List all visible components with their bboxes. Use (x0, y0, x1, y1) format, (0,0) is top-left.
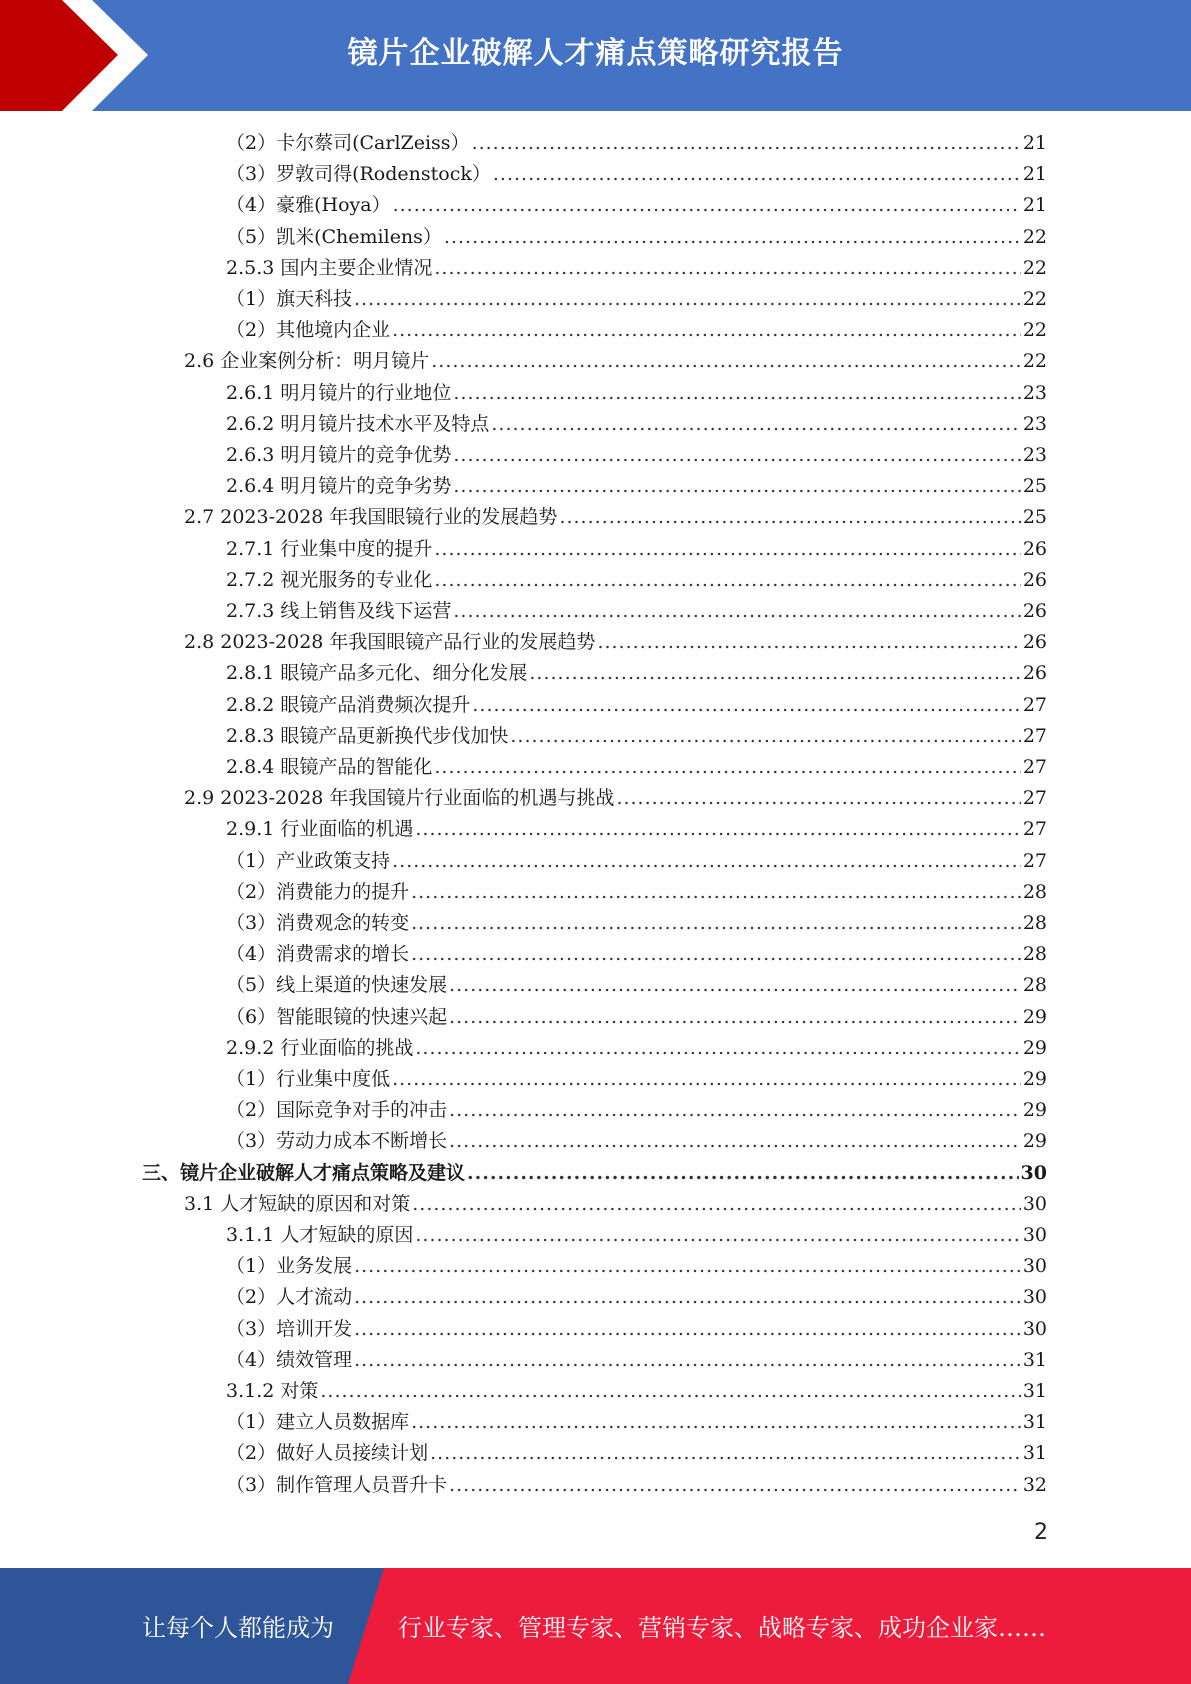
toc-entry[interactable] (226, 565, 1047, 596)
toc-entry[interactable] (226, 1033, 1047, 1064)
toc-entry-page: 26 (1022, 600, 1047, 622)
toc-leader-dots (467, 1158, 1019, 1189)
toc-entry-label: （3）罗敦司得(Rodenstock） (226, 163, 491, 185)
toc-entry[interactable] (226, 190, 1047, 221)
toc-leader-dots (392, 1064, 1021, 1095)
toc-entry-page: 21 (1022, 163, 1047, 185)
toc-entry-label: （2）消费能力的提升 (226, 881, 410, 903)
toc-entry-page: 31 (1022, 1380, 1047, 1402)
toc-entry[interactable] (226, 222, 1047, 253)
toc-entry-label: （5）线上渠道的快速发展 (226, 974, 448, 996)
toc-entry-page: 29 (1022, 1006, 1047, 1028)
toc-leader-dots (616, 783, 1020, 814)
toc-leader-dots (434, 253, 1020, 284)
toc-entry-label: 2.9 2023-2028 年我国镜片行业面临的机遇与挑战 (184, 787, 615, 809)
toc-entry[interactable] (226, 253, 1047, 284)
toc-entry[interactable] (226, 1251, 1047, 1282)
toc-entry[interactable] (184, 627, 1047, 658)
toc-entry-page: 28 (1022, 974, 1047, 996)
toc-leader-dots (430, 1438, 1021, 1469)
toc-entry-page: 21 (1022, 194, 1047, 216)
toc-entry-page: 30 (1022, 1255, 1047, 1277)
toc-entry-label: 2.9.1 行业面临的机遇 (226, 818, 414, 840)
toc-entry-label: 2.7.1 行业集中度的提升 (226, 538, 433, 560)
toc-entry[interactable] (226, 471, 1047, 502)
toc-entry[interactable] (184, 783, 1047, 814)
toc-entry-label: 2.8 2023-2028 年我国眼镜产品行业的发展趋势 (184, 631, 596, 653)
toc-entry[interactable] (226, 1002, 1047, 1033)
toc-entry-label: 2.8.2 眼镜产品消费频次提升 (226, 694, 471, 716)
toc-leader-dots (453, 596, 1020, 627)
toc-entry[interactable] (226, 378, 1047, 409)
toc-leader-dots (354, 1345, 1021, 1376)
toc-leader-dots (597, 627, 1020, 658)
toc-entry-label: （2）国际竞争对手的冲击 (226, 1099, 448, 1121)
toc-entry[interactable] (226, 596, 1047, 627)
page-number: 2 (1034, 1520, 1048, 1545)
toc-entry-label: （4）豪雅(Hoya） (226, 194, 391, 216)
toc-entry-label: （5）凯米(Chemilens） (226, 226, 442, 248)
toc-entry[interactable] (226, 1064, 1047, 1095)
toc-entry[interactable] (142, 1158, 1047, 1189)
toc-leader-dots (510, 721, 1020, 752)
toc-entry-page: 21 (1022, 132, 1047, 154)
toc-entry-page: 32 (1022, 1474, 1047, 1496)
page-header (0, 0, 1191, 111)
toc-entry-page: 23 (1022, 382, 1047, 404)
toc-entry[interactable] (184, 502, 1047, 533)
toc-entry-label: 2.6 企业案例分析：明月镜片 (184, 350, 430, 372)
toc-entry-label: 2.9.2 行业面临的挑战 (226, 1037, 414, 1059)
toc-entry[interactable] (226, 1126, 1047, 1157)
toc-leader-dots (354, 1282, 1021, 1313)
toc-leader-dots (431, 346, 1021, 377)
toc-entry-label: 2.8.3 眼镜产品更新换代步伐加快 (226, 725, 509, 747)
toc-entry-page: 23 (1022, 444, 1047, 466)
toc-entry[interactable] (226, 690, 1047, 721)
toc-leader-dots (411, 877, 1021, 908)
toc-entry-label: 2.7.3 线上销售及线下运营 (226, 600, 452, 622)
toc-leader-dots (415, 814, 1020, 845)
toc-entry-page: 25 (1022, 475, 1047, 497)
toc-entry-page: 22 (1022, 226, 1047, 248)
toc-entry-page: 30 (1022, 1286, 1047, 1308)
toc-leader-dots (449, 1126, 1021, 1157)
toc-entry-label: 2.7 2023-2028 年我国眼镜行业的发展趋势 (184, 506, 558, 528)
toc-leader-dots (354, 1314, 1021, 1345)
toc-entry-label: （1）业务发展 (226, 1255, 353, 1277)
toc-entry-page: 22 (1022, 350, 1047, 372)
toc-leader-dots (392, 315, 1021, 346)
toc-entry-page: 28 (1022, 943, 1047, 965)
toc-entry-label: 2.6.2 明月镜片技术水平及特点 (226, 413, 490, 435)
toc-leader-dots (434, 752, 1020, 783)
toc-leader-dots (411, 908, 1021, 939)
toc-entry-label: （1）旗天科技 (226, 288, 353, 310)
toc-entry-page: 28 (1022, 912, 1047, 934)
toc-entry-label: （6）智能眼镜的快速兴起 (226, 1006, 448, 1028)
toc-leader-dots (529, 658, 1020, 689)
toc-entry-label: 2.8.4 眼镜产品的智能化 (226, 756, 433, 778)
toc-entry-page: 31 (1022, 1442, 1047, 1464)
toc-entry-label: 3.1.2 对策 (226, 1380, 319, 1402)
toc-entry-label: （2）人才流动 (226, 1286, 353, 1308)
toc-leader-dots (453, 378, 1020, 409)
toc-leader-dots (411, 939, 1021, 970)
toc-entry-label: （4）绩效管理 (226, 1349, 353, 1371)
toc-entry-label: （3）制作管理人员晋升卡 (226, 1474, 448, 1496)
toc-leader-dots (493, 159, 1021, 190)
toc-entry[interactable] (226, 970, 1047, 1001)
toc-entry-page: 30 (1020, 1162, 1047, 1184)
toc-entry[interactable] (226, 1345, 1047, 1376)
toc-entry-label: （3）劳动力成本不断增长 (226, 1130, 448, 1152)
toc-entry-page: 30 (1022, 1318, 1047, 1340)
toc-entry-label: （1）产业政策支持 (226, 850, 391, 872)
toc-leader-dots (320, 1376, 1020, 1407)
toc-entry-page: 30 (1022, 1193, 1047, 1215)
toc-entry-label: （3）消费观念的转变 (226, 912, 410, 934)
toc-entry-page: 27 (1022, 787, 1047, 809)
toc-entry-page: 29 (1022, 1099, 1047, 1121)
toc-entry-page: 25 (1022, 506, 1047, 528)
toc-entry[interactable] (226, 315, 1047, 346)
toc-entry-label: （1）行业集中度低 (226, 1068, 391, 1090)
toc-entry-label: （4）消费需求的增长 (226, 943, 410, 965)
toc-leader-dots (491, 409, 1020, 440)
toc-entry[interactable] (226, 1376, 1047, 1407)
toc-leader-dots (472, 690, 1020, 721)
toc-entry-page: 29 (1022, 1130, 1047, 1152)
toc-entry-page: 27 (1022, 694, 1047, 716)
footer-slogan: 让每个人都能成为 (142, 1614, 334, 1642)
toc-leader-dots (449, 970, 1021, 1001)
toc-leader-dots (415, 1033, 1020, 1064)
toc-entry-page: 31 (1022, 1349, 1047, 1371)
toc-leader-dots (453, 471, 1020, 502)
toc-entry-page: 22 (1022, 288, 1047, 310)
toc-leader-dots (434, 565, 1020, 596)
toc-entry-page: 30 (1022, 1224, 1047, 1246)
toc-leader-dots (444, 222, 1021, 253)
toc-entry[interactable] (226, 908, 1047, 939)
report-title: 镜片企业破解人才痛点策略研究报告 (347, 36, 844, 71)
toc-leader-dots (449, 1095, 1021, 1126)
toc-entry-label: （2）卡尔蔡司(CarlZeiss） (226, 132, 470, 154)
toc-entry[interactable] (226, 1220, 1047, 1251)
toc-entry-label: 2.6.3 明月镜片的竞争优势 (226, 444, 452, 466)
toc-entry[interactable] (226, 1095, 1047, 1126)
toc-entry[interactable] (226, 846, 1047, 877)
toc-entry-page: 26 (1022, 662, 1047, 684)
toc-entry-page: 29 (1022, 1037, 1047, 1059)
page-footer (0, 1568, 1191, 1684)
toc-entry[interactable] (226, 440, 1047, 471)
toc-entry[interactable] (226, 814, 1047, 845)
toc-entry[interactable] (226, 877, 1047, 908)
toc-entry-page: 23 (1022, 413, 1047, 435)
toc-leader-dots (415, 1220, 1020, 1251)
toc-entry-page: 22 (1022, 319, 1047, 341)
toc-leader-dots (354, 1251, 1021, 1282)
toc-entry-page: 29 (1022, 1068, 1047, 1090)
toc-entry-label: （1）建立人员数据库 (226, 1411, 410, 1433)
toc-entry[interactable] (184, 1189, 1047, 1220)
toc-entry[interactable] (226, 939, 1047, 970)
toc-entry[interactable] (226, 752, 1047, 783)
toc-entry[interactable] (226, 534, 1047, 565)
toc-entry-label: （2）其他境内企业 (226, 319, 391, 341)
toc-entry-label: 2.6.1 明月镜片的行业地位 (226, 382, 452, 404)
toc-entry-label: （2）做好人员接续计划 (226, 1442, 429, 1464)
toc-entry-label: 3.1 人才短缺的原因和对策 (184, 1193, 411, 1215)
toc-entry[interactable] (226, 409, 1047, 440)
toc-entry-page: 26 (1022, 569, 1047, 591)
toc-entry-page: 31 (1022, 1411, 1047, 1433)
toc-entry-page: 27 (1022, 850, 1047, 872)
toc-entry-page: 26 (1022, 538, 1047, 560)
toc-entry-label: 2.5.3 国内主要企业情况 (226, 257, 433, 279)
toc-entry[interactable] (226, 1438, 1047, 1469)
toc-entry[interactable] (226, 1470, 1047, 1501)
toc-entry-page: 27 (1022, 725, 1047, 747)
toc-entry-label: 2.8.1 眼镜产品多元化、细分化发展 (226, 662, 528, 684)
toc-leader-dots (453, 440, 1020, 471)
toc-entry-page: 26 (1022, 631, 1047, 653)
toc-entry[interactable] (226, 1282, 1047, 1313)
toc-leader-dots (392, 846, 1021, 877)
toc-entry[interactable] (226, 721, 1047, 752)
toc-entry[interactable] (184, 346, 1047, 377)
toc-leader-dots (411, 1407, 1021, 1438)
toc-leader-dots (449, 1470, 1021, 1501)
toc-entry-page: 22 (1022, 257, 1047, 279)
toc-entry[interactable] (226, 1407, 1047, 1438)
toc-entry-page: 27 (1022, 756, 1047, 778)
toc-entry-page: 28 (1022, 881, 1047, 903)
toc-entry-label: 2.7.2 视光服务的专业化 (226, 569, 433, 591)
toc-entry-label: 三、镜片企业破解人才痛点策略及建议 (142, 1162, 466, 1184)
toc-entry[interactable] (226, 658, 1047, 689)
toc-leader-dots (412, 1189, 1021, 1220)
toc-leader-dots (472, 128, 1021, 159)
toc-entry-page: 27 (1022, 818, 1047, 840)
toc-leader-dots (559, 502, 1020, 533)
toc-leader-dots (354, 284, 1021, 315)
toc-entry-label: （3）培训开发 (226, 1318, 353, 1340)
toc-entry-label: 2.6.4 明月镜片的竞争劣势 (226, 475, 452, 497)
toc-entry[interactable] (226, 128, 1047, 159)
toc-leader-dots (449, 1002, 1021, 1033)
toc-entry[interactable] (226, 159, 1047, 190)
toc-entry[interactable] (226, 1314, 1047, 1345)
footer-tagline: 行业专家、管理专家、营销专家、战略专家、成功企业家…… (398, 1614, 1046, 1642)
toc-entry[interactable] (226, 284, 1047, 315)
toc-entry-label: 3.1.1 人才短缺的原因 (226, 1224, 414, 1246)
toc-leader-dots (393, 190, 1021, 221)
toc-leader-dots (434, 534, 1020, 565)
